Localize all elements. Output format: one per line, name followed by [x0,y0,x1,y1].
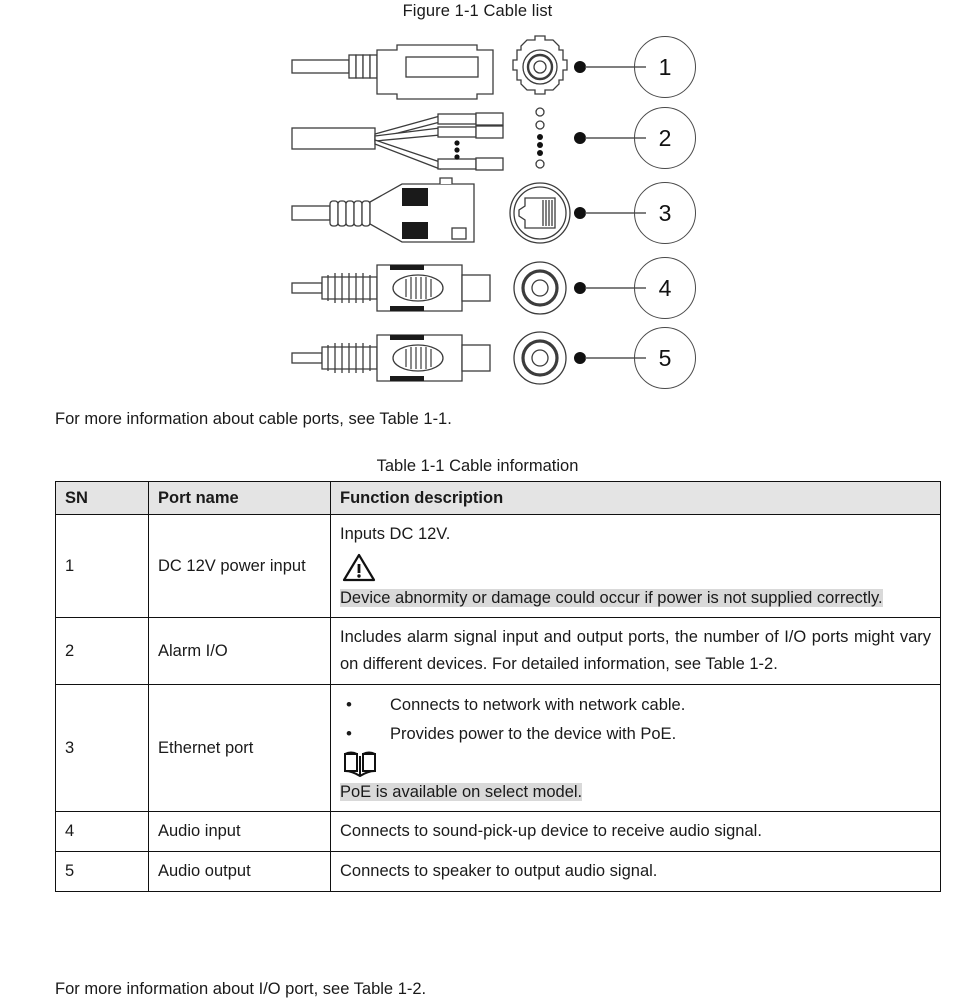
table-row [56,515,941,618]
cell-description: Connects to speaker to output audio signal. [331,852,941,892]
callout-number: 3 [634,182,696,244]
cable-information-table [55,481,941,892]
audio-rca-connector [290,251,520,325]
dc-power-connector [290,30,520,104]
cell-description: Includes alarm signal input and output ports, the number of I/O ports might vary on different devices. For detailed information, see Table 1-2. [331,618,941,684]
highlighted-text: Device abnormity or damage could occur if power is not supplied correctly. [340,588,883,607]
cell-sn: 4 [56,812,149,852]
table-caption: Table 1-1 Cable information [376,457,579,475]
table-row [56,812,941,852]
cell-port-name: Ethernet port [149,684,331,811]
cable-row [0,101,955,175]
cell-description: Connects to sound-pick-up device to receive audio signal. [331,812,941,852]
warning-triangle-icon [342,552,376,583]
callout-number: 5 [634,327,696,389]
cell-sn: 1 [56,515,149,618]
list-item: • Provides power to the device with PoE. [340,720,931,749]
cell-port-name: DC 12V power input [149,515,331,618]
cell-description [331,684,941,811]
figure-caption: Figure 1-1 Cable list [402,2,553,20]
cable-list-figure [0,30,955,400]
alarm-io-front [505,101,575,175]
cell-description [331,515,941,618]
table-row [56,852,941,892]
table-header-row [56,482,941,515]
cable-ports-note: For more information about cable ports, see Table 1-1. [55,410,452,428]
callout-number: 4 [634,257,696,319]
header-port-name: Port name [149,482,331,515]
ethernet-rj45-connector [290,176,520,250]
table-row [56,618,941,684]
cell-port-name: Audio input [149,812,331,852]
callout-number: 1 [634,36,696,98]
highlighted-text: PoE is available on select model. [340,782,583,801]
cell-port-name: Alarm I/O [149,618,331,684]
cable-row [0,176,955,250]
rj45-front [505,176,575,250]
table-row [56,684,941,811]
io-port-note: For more information about I/O port, see Table 1-2. [55,980,427,998]
cell-port-name: Audio output [149,852,331,892]
cable-row [0,30,955,104]
description-warning [340,585,931,612]
rca-front [505,251,575,325]
audio-rca-connector [290,321,520,395]
alarm-io-wires [290,101,520,175]
cell-sn: 3 [56,684,149,811]
description-intro: Inputs DC 12V. [340,525,451,543]
description-note [340,779,931,806]
dc-barrel-front [505,30,575,104]
header-sn: SN [56,482,149,515]
cable-row [0,251,955,325]
callout-number: 2 [634,107,696,169]
note-book-icon [342,750,378,778]
cell-sn: 5 [56,852,149,892]
cell-sn: 2 [56,618,149,684]
rca-front [505,321,575,395]
header-function-description: Function description [331,482,941,515]
cable-row [0,321,955,395]
bullet-list [340,691,931,749]
list-item: • Connects to network with network cable. [340,691,931,720]
